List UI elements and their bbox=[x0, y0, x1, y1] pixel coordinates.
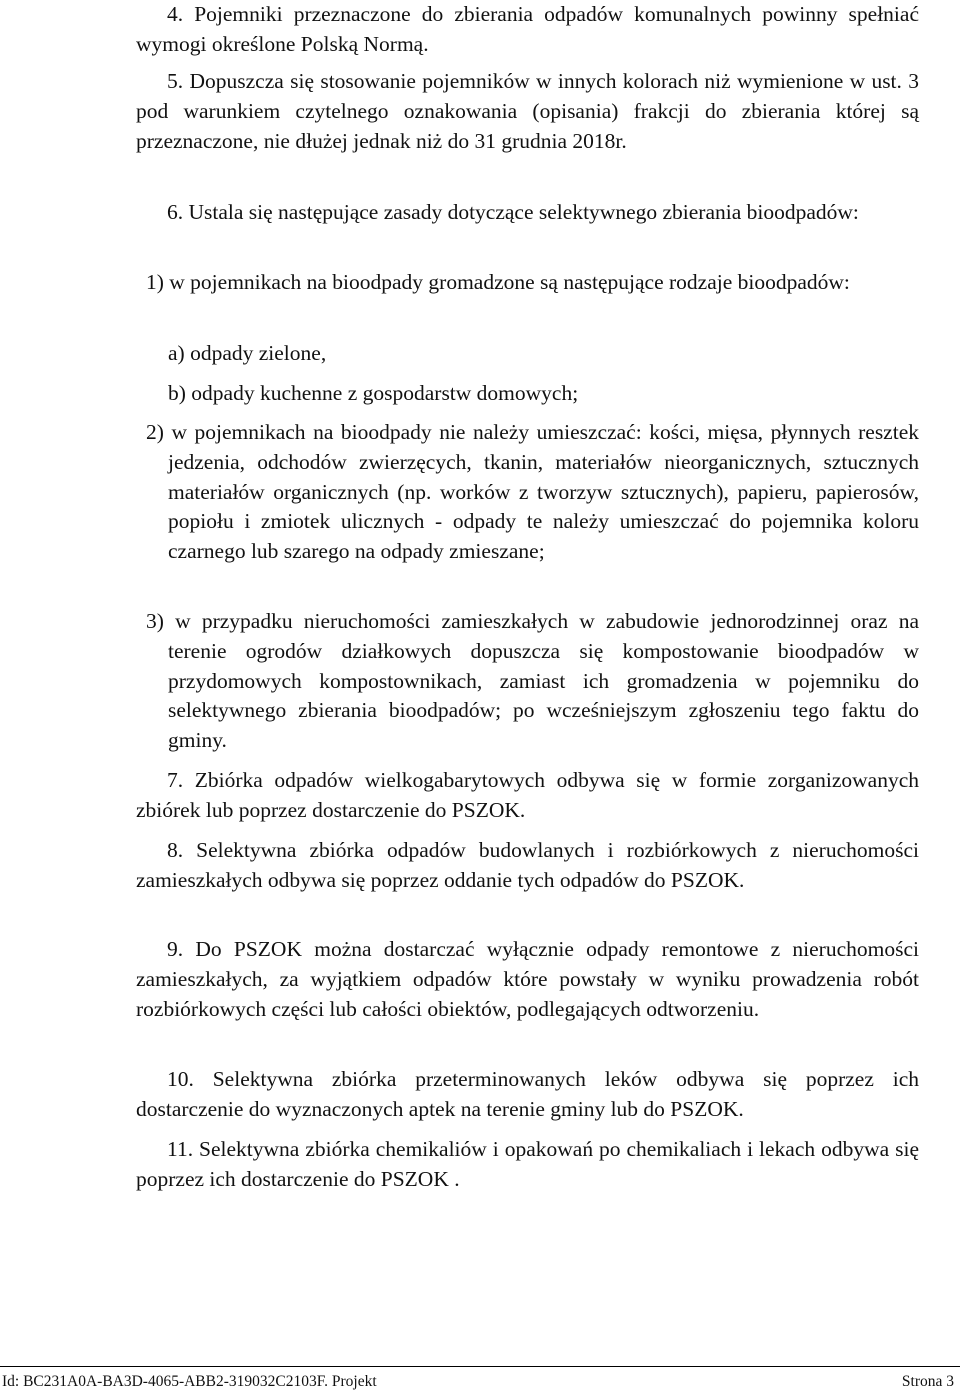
paragraph-10: 10. Selektywna zbiórka przeterminowanych leków odbywa się poprzez ich dostarczenie do wyznaczonych aptek na terenie gminy lub do PSZOK. bbox=[136, 1067, 919, 1121]
paragraph-4: 4. Pojemniki przeznaczone do zbierania odpadów komunalnych powinny spełniać wymogi określone Polską Normą. bbox=[136, 2, 919, 56]
paragraph-5: 5. Dopuszcza się stosowanie pojemników w innych kolorach niż wymienione w ust. 3 pod warunkiem czytelnego oznakowania (opisania) frakcji do zbierania której są przeznaczone, nie dłużej jednak niż do 31 grudnia 2018r. bbox=[136, 69, 919, 153]
paragraph-7: 7. Zbiórka odpadów wielkogabarytowych odbywa się w formie zorganizowanych zbiórek lub poprzez dostarczenie do PSZOK. bbox=[136, 768, 919, 822]
page-footer bbox=[0, 1366, 960, 1392]
paragraph-11: 11. Selektywna zbiórka chemikaliów i opakowań po chemikaliach i lekach odbywa się poprzez ich dostarczenie do PSZOK . bbox=[136, 1137, 919, 1191]
document-id-label: Id: BC231A0A-BA3D-4065-ABB2-319032C2103F. Projekt bbox=[2, 1373, 377, 1390]
paragraph-6: 6. Ustala się następujące zasady dotyczące selektywnego zbierania bioodpadów: bbox=[167, 200, 859, 224]
paragraph-6-item-1b: b) odpady kuchenne z gospodarstw domowych; bbox=[168, 381, 579, 405]
paragraph-6-item-2: 2) w pojemnikach na bioodpady nie należy umieszczać: kości, mięsa, płynnych resztek jedzenia, odchodów zwierzęcych, tkanin, materiałów nieorganicznych, sztucznych materiałów organicznych (np. worków z tworzyw sztucznych), papieru, papierosów, popiołu i zmiotek ulicznych - odpady te należy umieszczać do pojemnika koloru czarnego lub szarego na odpady zmieszane; bbox=[146, 420, 919, 564]
paragraph-8: 8. Selektywna zbiórka odpadów budowlanych i rozbiórkowych z nieruchomości zamieszkałych odbywa się poprzez oddanie tych odpadów do PSZOK. bbox=[136, 838, 919, 892]
paragraph-6-item-3: 3) w przypadku nieruchomości zamieszkałych w zabudowie jednorodzinnej oraz na terenie ogrodów działkowych dopuszcza się kompostowanie bioodpadów w przydomowych kompostownikach, zamiast ich gromadzenia w pojemniku do selektywnego zbierania bioodpadów; po wcześniejszym zgłoszeniu tego faktu do gminy. bbox=[146, 609, 919, 753]
paragraph-6-item-1: 1) w pojemnikach na bioodpady gromadzone są następujące rodzaje bioodpadów: bbox=[146, 270, 850, 294]
paragraph-6-item-1a: a) odpady zielone, bbox=[168, 341, 327, 365]
paragraph-9: 9. Do PSZOK można dostarczać wyłącznie odpady remontowe z nieruchomości zamieszkałych, za wyjątkiem odpadów które powstały w wyniku prowadzenia robót rozbiórkowych części lub całości obiektów, podlegających odtworzeniu. bbox=[136, 937, 919, 1021]
page-number-label: Strona 3 bbox=[901, 1373, 954, 1390]
